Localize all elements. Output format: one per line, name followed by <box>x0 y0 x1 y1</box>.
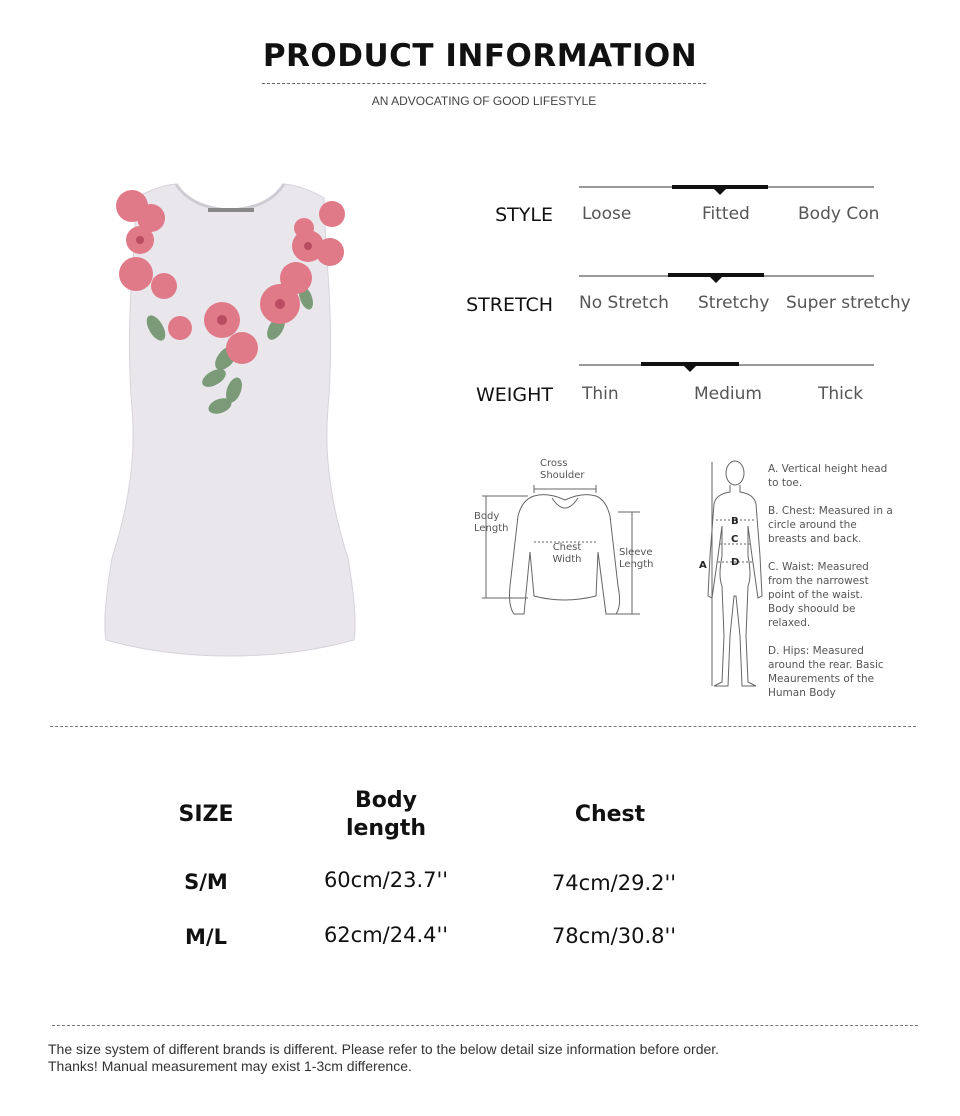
stretch-option-super: Super stretchy <box>786 293 911 313</box>
page-title: PRODUCT INFORMATION <box>262 38 698 74</box>
note-waist: C. Waist: Measured from the narrowest point of the waist. Body shoould be relaxed. <box>768 561 869 629</box>
style-label: STYLE <box>495 204 553 226</box>
body-measure-diagram <box>700 456 770 692</box>
body-length-label: Body Length <box>474 511 509 534</box>
size-sm: S/M <box>184 870 228 894</box>
note-vertical-height: A. Vertical height head to toe. <box>768 463 888 489</box>
style-option-fitted: Fitted <box>702 204 750 224</box>
stretch-marker-icon <box>710 277 722 283</box>
stretch-option-stretchy: Stretchy <box>698 293 770 313</box>
size-ml: M/L <box>185 925 227 949</box>
style-marker-icon <box>714 189 726 195</box>
marker-c: C <box>731 534 739 545</box>
size-notice-line2: Thanks! Manual measurement may exist 1-3cm difference. <box>48 1058 412 1074</box>
marker-d: D <box>731 557 740 568</box>
weight-option-thick: Thick <box>818 384 864 404</box>
weight-option-medium: Medium <box>694 384 762 404</box>
sleeve-length-label: Sleeve Length <box>619 547 654 570</box>
product-image <box>96 178 364 658</box>
title-divider <box>262 83 706 84</box>
section-divider-bottom <box>52 1025 918 1026</box>
marker-a: A <box>699 560 707 571</box>
size-header: SIZE <box>178 802 234 827</box>
body-length-sm: 60cm/23.7'' <box>323 868 449 892</box>
style-option-loose: Loose <box>582 204 632 224</box>
note-hips: D. Hips: Measured around the rear. Basic Meaurements of the Human Body <box>768 645 884 699</box>
chest-ml: 78cm/30.8'' <box>551 924 677 948</box>
chest-header: Chest <box>574 802 646 827</box>
body-length-header: Body length <box>345 788 427 841</box>
chest-sm: 74cm/29.2'' <box>551 871 677 895</box>
chest-width-label: Chest Width <box>552 542 582 565</box>
stretch-label: STRETCH <box>466 294 553 316</box>
section-divider-top <box>50 726 916 727</box>
style-option-bodycon: Body Con <box>798 204 880 224</box>
stretch-option-none: No Stretch <box>579 293 669 313</box>
marker-b: B <box>731 516 739 527</box>
size-notice-line1: The size system of different brands is different. Please refer to the below detail size information before order. <box>48 1041 720 1057</box>
cross-shoulder-label: Cross Shoulder <box>540 458 585 481</box>
note-chest: B. Chest: Measured in a circle around the breasts and back. <box>768 505 893 545</box>
weight-option-thin: Thin <box>582 384 619 404</box>
weight-marker-icon <box>684 366 696 372</box>
body-length-ml: 62cm/24.4'' <box>323 923 449 947</box>
page-subtitle: AN ADVOCATING OF GOOD LIFESTYLE <box>371 94 597 108</box>
weight-label: WEIGHT <box>475 384 553 406</box>
